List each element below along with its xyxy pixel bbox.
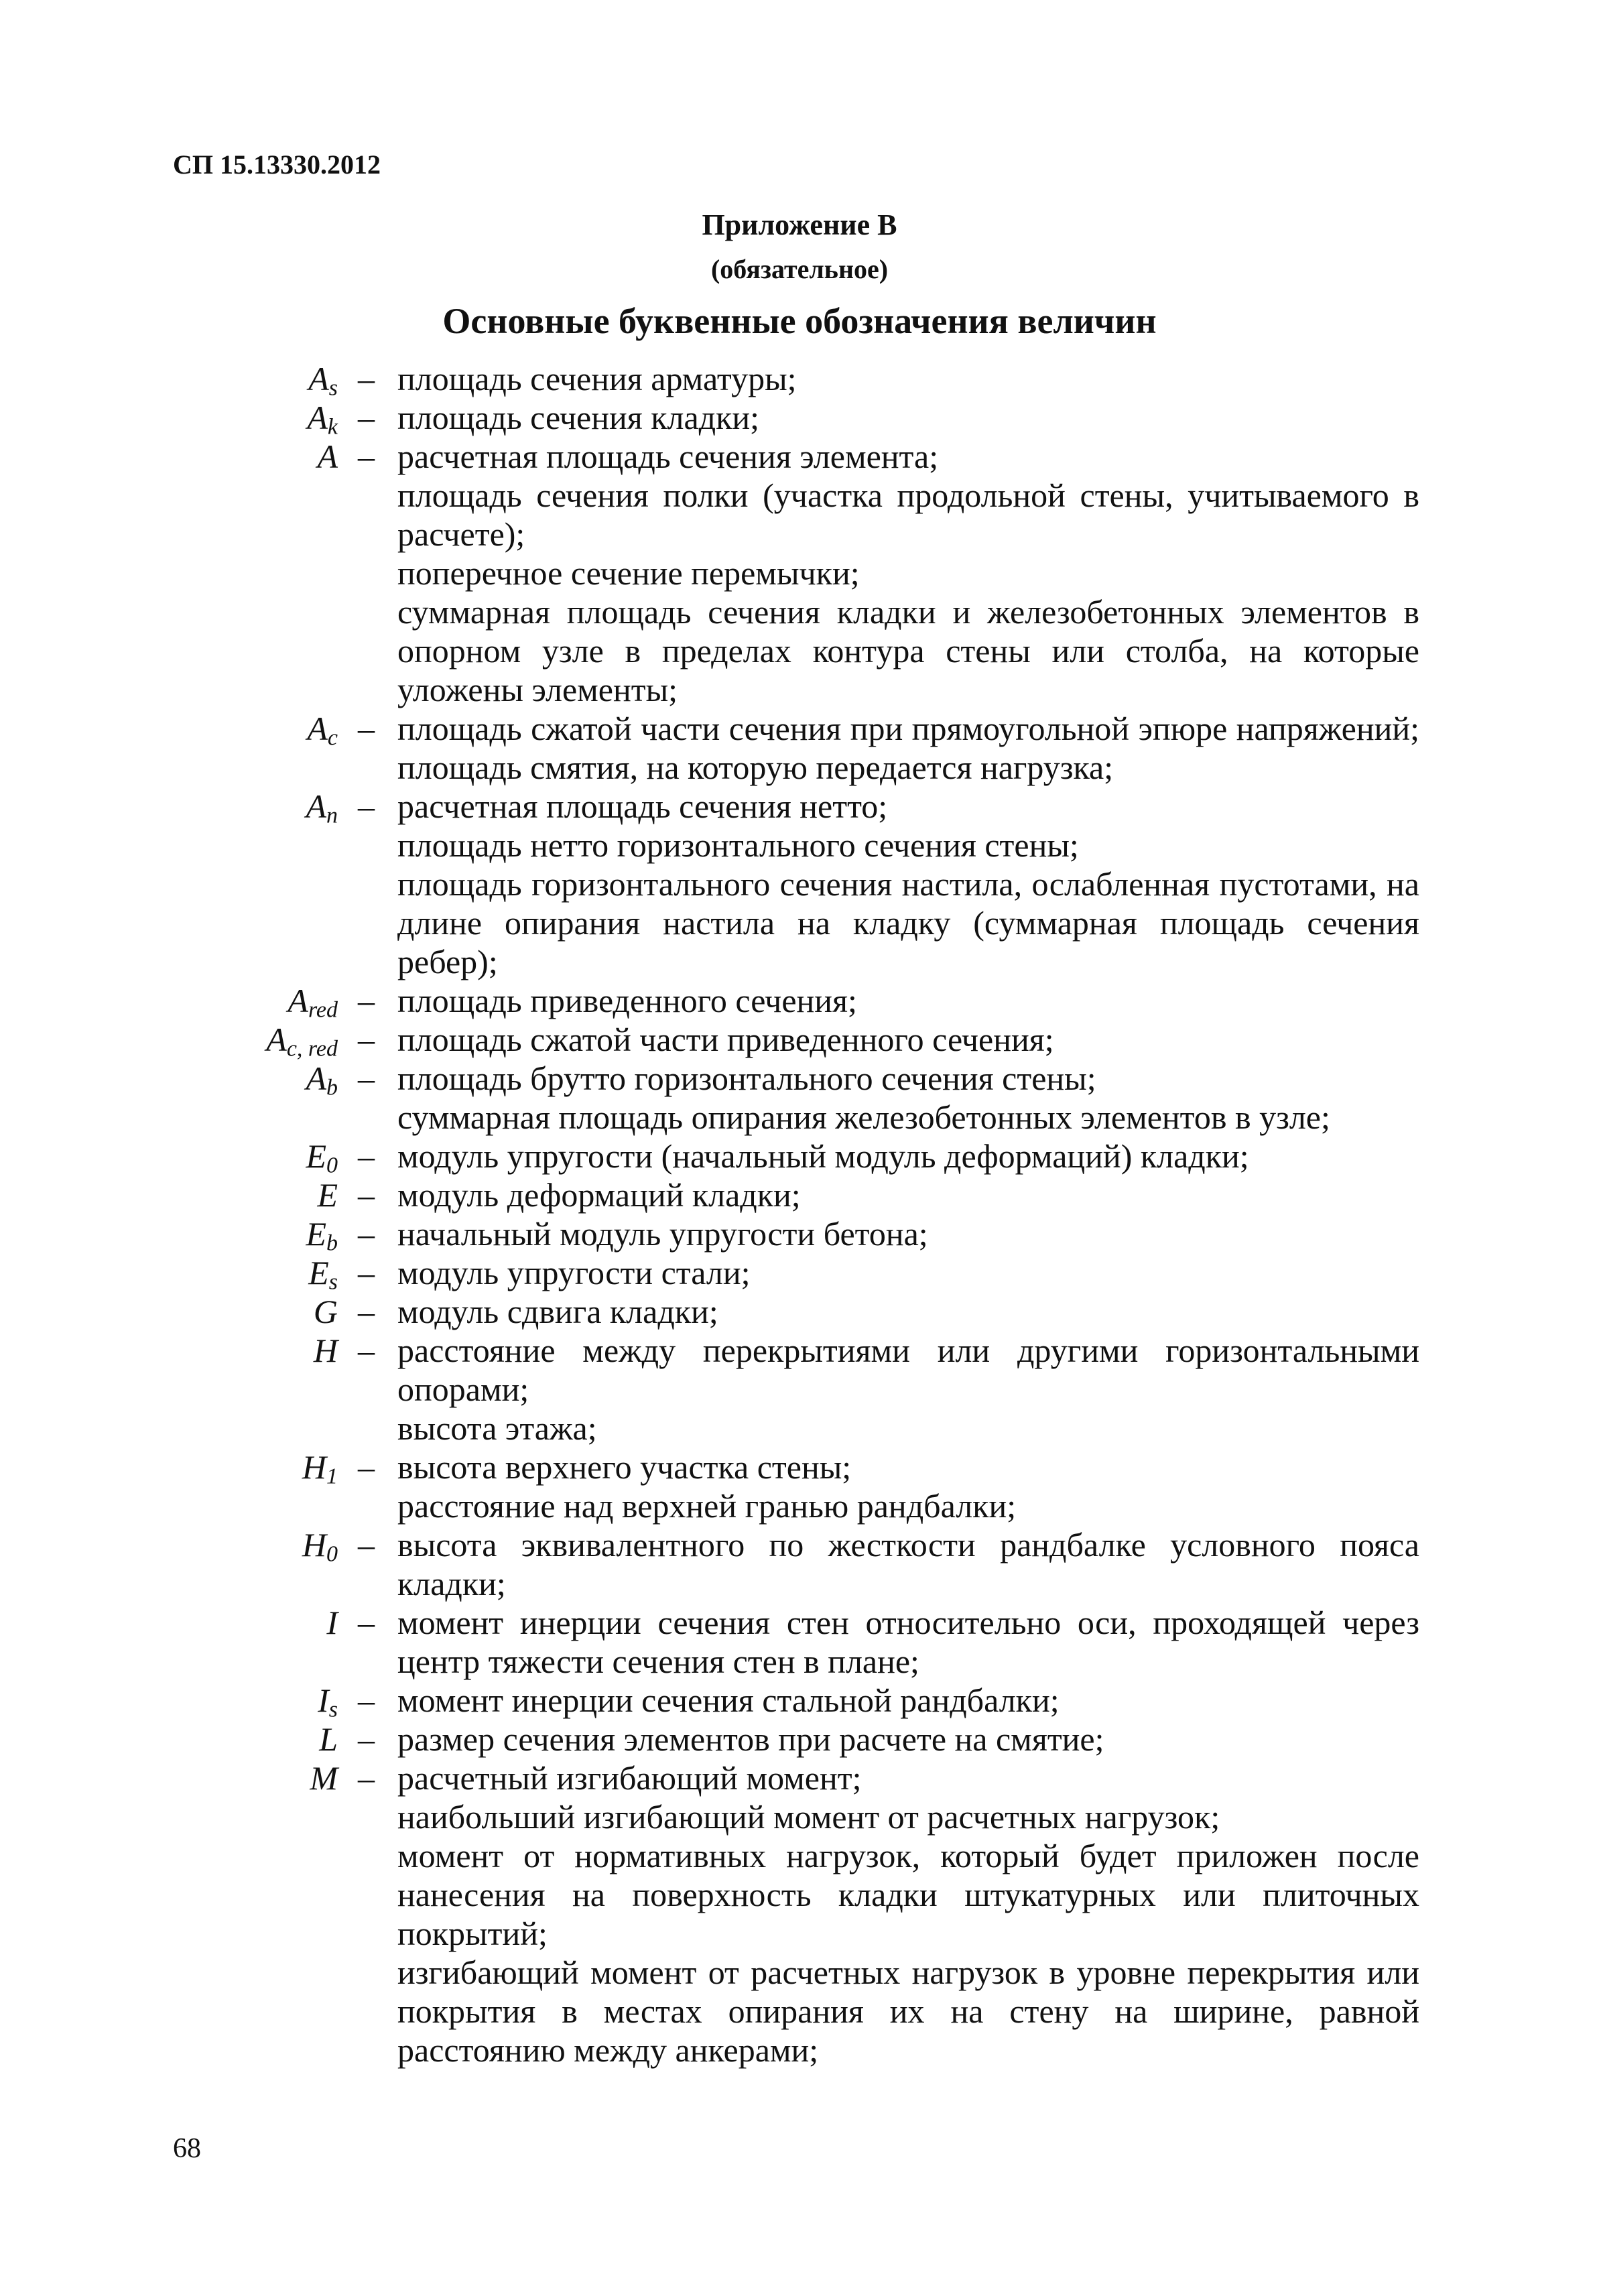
definition-text: площадь приведенного сечения; bbox=[397, 982, 857, 1019]
symbol-subscript: 1 bbox=[326, 1464, 338, 1489]
definition-text: размер сечения элементов при расчете на смятие; bbox=[397, 1720, 1104, 1758]
notation-definitions bbox=[397, 1603, 1419, 1681]
notation-entry bbox=[0, 1020, 1599, 1062]
notation-dash: – bbox=[358, 1060, 375, 1097]
definition-text: площадь брутто горизонтального сечения стены; bbox=[397, 1060, 1096, 1097]
notation-entry bbox=[0, 1214, 1599, 1256]
notation-definitions bbox=[397, 1292, 1419, 1331]
symbol-subscript: red bbox=[308, 997, 338, 1023]
notation-definitions bbox=[397, 787, 1419, 981]
symbol-base: H bbox=[302, 1448, 326, 1486]
notation-symbol bbox=[201, 1253, 338, 1295]
notation-definitions bbox=[397, 1448, 1419, 1525]
notation-entry bbox=[0, 1448, 1599, 1525]
notation-symbol bbox=[201, 1175, 338, 1214]
definition-text: расчетная площадь сечения элемента; bbox=[397, 438, 939, 475]
notation-entry bbox=[0, 1759, 1599, 2069]
definition-text: модуль упругости стали; bbox=[397, 1254, 751, 1291]
symbol-base: L bbox=[319, 1720, 338, 1758]
symbol-base: A bbox=[307, 710, 328, 747]
definition-text: суммарная площадь сечения кладки и железобетонных элементов в опорном узле в пределах контура стены или столба, на которые уложены элементы; bbox=[397, 593, 1419, 708]
appendix-title: Приложение В bbox=[702, 208, 897, 241]
notation-dash: – bbox=[358, 1604, 375, 1641]
notation-dash: – bbox=[358, 1215, 375, 1253]
notation-definitions bbox=[397, 1331, 1419, 1448]
notation-entry bbox=[0, 1603, 1599, 1681]
definition-text: момент инерции сечения стальной рандбалки; bbox=[397, 1681, 1060, 1719]
notation-dash: – bbox=[358, 1254, 375, 1291]
notation-entry bbox=[0, 1720, 1599, 1759]
definition-text: модуль деформаций кладки; bbox=[397, 1176, 801, 1214]
symbol-subscript: c bbox=[327, 725, 338, 751]
notation-entry bbox=[0, 1175, 1599, 1214]
notation-definitions bbox=[397, 1175, 1419, 1214]
definition-text: площадь сечения арматуры; bbox=[397, 360, 797, 397]
notation-symbol bbox=[201, 1720, 338, 1759]
symbol-subscript: s bbox=[328, 1697, 338, 1722]
definition-text: высота эквивалентного по жесткости рандбалке условного пояса кладки; bbox=[397, 1526, 1419, 1602]
notation-symbol bbox=[201, 359, 338, 401]
notation-dash: – bbox=[358, 1720, 375, 1758]
notation-definitions bbox=[397, 1137, 1419, 1175]
notation-symbol bbox=[201, 787, 338, 826]
notation-symbol bbox=[201, 1292, 338, 1331]
symbol-subscript: b bbox=[326, 1075, 338, 1100]
notation-definitions bbox=[397, 1681, 1419, 1720]
section-title: Основные буквенные обозначения величин bbox=[442, 301, 1157, 341]
notation-symbol bbox=[201, 709, 338, 751]
definition-text: площадь сжатой части сечения при прямоугольной эпюре напряжений; площадь смятия, на которую передается нагрузка; bbox=[397, 710, 1419, 786]
symbol-subscript: k bbox=[327, 414, 338, 440]
definition-text: расстояние между перекрытиями или другими горизонтальными опорами; bbox=[397, 1332, 1419, 1408]
symbol-base: E bbox=[306, 1215, 326, 1253]
symbol-base: A bbox=[308, 360, 329, 397]
notation-dash: – bbox=[358, 1137, 375, 1175]
symbol-subscript: 0 bbox=[326, 1541, 338, 1567]
notation-dash: – bbox=[358, 1526, 375, 1564]
symbol-base: A bbox=[307, 399, 328, 436]
definition-text: модуль упругости (начальный модуль деформаций) кладки; bbox=[397, 1137, 1249, 1175]
notation-entry bbox=[0, 787, 1599, 981]
notation-definitions bbox=[397, 1020, 1419, 1059]
document-code: СП 15.13330.2012 bbox=[173, 149, 381, 180]
definition-text: момент инерции сечения стен относительно оси, проходящей через центр тяжести сечения стен в плане; bbox=[397, 1604, 1419, 1680]
notation-entry bbox=[0, 1253, 1599, 1295]
notation-definitions bbox=[397, 1759, 1419, 2069]
symbol-base: G bbox=[313, 1293, 338, 1330]
notation-definitions bbox=[397, 981, 1419, 1020]
definition-text: изгибающий момент от расчетных нагрузок в уровне перекрытия или покрытия в местах опирания их на стену на ширине, равной расстоянию между анкерами; bbox=[397, 1954, 1419, 2069]
notation-dash: – bbox=[358, 438, 375, 475]
definition-text: расчетная площадь сечения нетто; bbox=[397, 787, 888, 825]
notation-symbol bbox=[201, 1059, 338, 1098]
notation-entry bbox=[0, 1137, 1599, 1178]
notation-dash: – bbox=[358, 399, 375, 436]
definition-text: поперечное сечение перемычки; bbox=[397, 554, 860, 592]
definition-text: высота этажа; bbox=[397, 1409, 597, 1447]
symbol-base: I bbox=[326, 1604, 338, 1641]
notation-definitions bbox=[397, 437, 1419, 709]
symbol-subscript: s bbox=[328, 375, 338, 401]
notation-entry bbox=[0, 1059, 1599, 1137]
definition-text: площадь горизонтального сечения настила, ослабленная пустотами, на длине опирания настила на кладку (суммарная площадь сечения ребер); bbox=[397, 865, 1419, 980]
notation-symbol bbox=[201, 1020, 338, 1062]
notation-symbol bbox=[201, 1603, 338, 1642]
notation-symbol bbox=[201, 1681, 338, 1720]
notation-symbol bbox=[201, 1137, 338, 1178]
notation-dash: – bbox=[358, 787, 375, 825]
notation-dash: – bbox=[358, 1021, 375, 1058]
definition-text: площадь сжатой части приведенного сечения; bbox=[397, 1021, 1054, 1058]
symbol-subscript: s bbox=[328, 1269, 338, 1295]
notation-dash: – bbox=[358, 982, 375, 1019]
symbol-base: E bbox=[306, 1137, 326, 1175]
notation-entry bbox=[0, 1331, 1599, 1448]
notation-definitions bbox=[397, 709, 1419, 787]
notation-symbol bbox=[201, 1214, 338, 1256]
notation-symbol bbox=[201, 981, 338, 1023]
notation-dash: – bbox=[358, 710, 375, 747]
symbol-base: H bbox=[302, 1526, 326, 1564]
notation-entry bbox=[0, 1292, 1599, 1331]
appendix-status: (обязательное) bbox=[710, 254, 889, 284]
notation-symbol bbox=[201, 1448, 338, 1489]
symbol-base: E bbox=[317, 1176, 338, 1214]
notation-entry bbox=[0, 359, 1599, 401]
symbol-base: A bbox=[266, 1021, 287, 1058]
symbol-base: A bbox=[287, 982, 308, 1019]
symbol-base: M bbox=[310, 1759, 338, 1797]
notation-symbol bbox=[201, 1331, 338, 1370]
notation-entry bbox=[0, 709, 1599, 787]
symbol-base: A bbox=[306, 787, 326, 825]
notation-symbol bbox=[201, 398, 338, 440]
notation-symbol bbox=[201, 1525, 338, 1567]
definition-text: суммарная площадь опирания железобетонных элементов в узле; bbox=[397, 1098, 1330, 1136]
symbol-base: I bbox=[318, 1681, 329, 1719]
definition-text: площадь нетто горизонтального сечения стены; bbox=[397, 826, 1079, 864]
notation-definitions bbox=[397, 398, 1419, 437]
symbol-base: A bbox=[306, 1060, 326, 1097]
notation-entry bbox=[0, 981, 1599, 1023]
definition-text: площадь сечения кладки; bbox=[397, 399, 760, 436]
symbol-subscript: b bbox=[326, 1230, 338, 1256]
definition-text: модуль сдвига кладки; bbox=[397, 1293, 718, 1330]
notation-dash: – bbox=[358, 1759, 375, 1797]
notation-entry bbox=[0, 1681, 1599, 1720]
notation-definitions bbox=[397, 1059, 1419, 1137]
symbol-base: E bbox=[308, 1254, 329, 1291]
definition-text: расчетный изгибающий момент; bbox=[397, 1759, 862, 1797]
definition-text: момент от нормативных нагрузок, который будет приложен после нанесения на поверхность кладки штукатурных или плиточных покрытий; bbox=[397, 1837, 1419, 1952]
notation-definitions bbox=[397, 1720, 1419, 1759]
notation-symbol bbox=[201, 437, 338, 476]
notation-dash: – bbox=[358, 1176, 375, 1214]
notation-definitions bbox=[397, 1525, 1419, 1603]
symbol-subscript: c, red bbox=[286, 1036, 338, 1062]
notation-dash: – bbox=[358, 1293, 375, 1330]
definition-text: наибольший изгибающий момент от расчетных нагрузок; bbox=[397, 1798, 1220, 1836]
symbol-base: A bbox=[317, 438, 338, 475]
definition-text: площадь сечения полки (участка продольной стены, учитываемого в расчете); bbox=[397, 476, 1419, 553]
definition-text: высота верхнего участка стены; bbox=[397, 1448, 852, 1486]
symbol-base: H bbox=[313, 1332, 338, 1369]
definition-text: начальный модуль упругости бетона; bbox=[397, 1215, 928, 1253]
symbol-subscript: 0 bbox=[326, 1153, 338, 1178]
notation-entry bbox=[0, 1525, 1599, 1603]
notation-entry bbox=[0, 398, 1599, 440]
notation-dash: – bbox=[358, 1681, 375, 1719]
notation-definitions bbox=[397, 1253, 1419, 1292]
notation-dash: – bbox=[358, 360, 375, 397]
notation-symbol bbox=[201, 1759, 338, 1797]
notation-definitions bbox=[397, 359, 1419, 398]
definition-text: расстояние над верхней гранью рандбалки; bbox=[397, 1487, 1017, 1525]
notation-definitions bbox=[397, 1214, 1419, 1253]
notation-entry bbox=[0, 437, 1599, 709]
notation-dash: – bbox=[358, 1332, 375, 1369]
symbol-subscript: n bbox=[326, 803, 338, 828]
notation-dash: – bbox=[358, 1448, 375, 1486]
notation-list bbox=[0, 359, 1599, 2069]
page-number: 68 bbox=[173, 2133, 201, 2164]
